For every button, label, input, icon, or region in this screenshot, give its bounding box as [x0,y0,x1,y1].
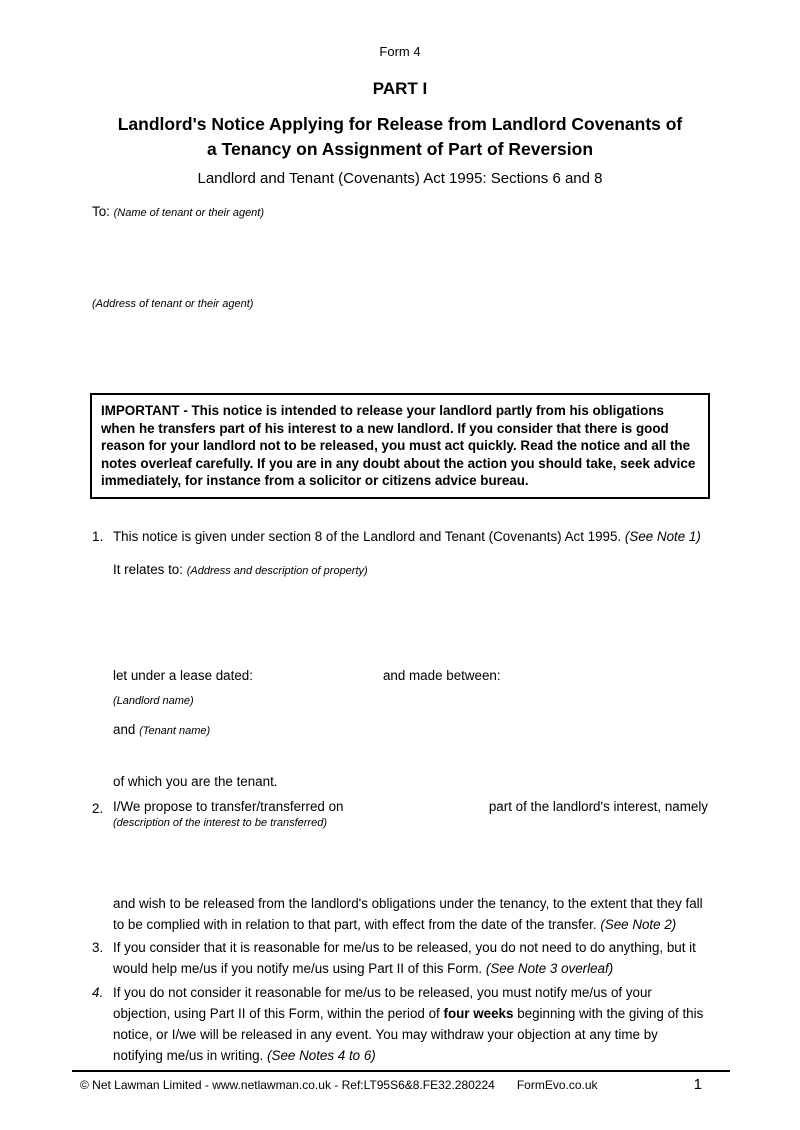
item-1-note: (See Note 1) [624,528,701,544]
item-4-text-after: beginning with the giving of this notice, or I/we will be released in any event. You may withdraw your objection at any time by notifying me/us in writing. [113,1005,704,1063]
item-2-note: (See Note 2) [600,916,677,932]
item-1-text-line [113,526,708,547]
item-1-text: This notice is given under section 8 of the Landlord and Tenant (Covenants) Act 1995. [113,528,622,544]
relates-line [113,559,708,580]
footer-brand: FormEvo.co.uk [516,1078,598,1092]
tenant-name2-hint: (Tenant name) [139,724,211,737]
page-footer [72,1070,730,1093]
item-2-number: 2. [92,800,104,816]
lease-line [113,665,708,686]
tenant-address-hint: (Address of tenant or their agent) [92,298,254,310]
item-3-number: 3. [92,939,104,955]
transfer-label-right: part of the landlord's interest, namely [488,798,708,814]
item-4-note: (See Notes 4 to 6) [267,1047,376,1063]
tenant-address-field[interactable] [92,311,708,393]
list-item-3 [92,937,708,979]
item-1-closing: of which you are the tenant. [113,773,278,789]
transfer-line [113,798,708,816]
transfer-label-left: I/We propose to transfer/transferred on [113,798,344,814]
list-item-4 [92,982,708,1066]
interest-description-hint: (description of the interest to be transferred) [113,816,327,829]
transfer-date-field[interactable] [344,798,489,816]
important-notice-text: IMPORTANT - This notice is intended to release your landlord partly from his obligations when he transfers part of his interest to a new landlord. If you consider that there is good reason for your landlord not to be released, you must act quickly. Read the notice and all the notes overleaf carefully. If you are in any doubt about the action you should take, seek advice immediately, for instance from a solicitor or citizens advice bureau. [101,403,696,488]
important-notice-box [90,393,710,499]
to-label: To: [92,204,110,219]
act-subtitle: Landlord and Tenant (Covenants) Act 1995: Sections 6 and 8 [197,170,603,187]
footer-copyright: © Net Lawman Limited - www.netlawman.co.uk - Ref:LT95S6&8.FE32.280224 [80,1078,495,1092]
relates-label: It relates to: [113,561,183,577]
tenant-name-hint: (Name of tenant or their agent) [113,207,265,219]
lease-dated-label: let under a lease dated: [113,667,253,683]
part-heading: PART I [372,79,428,98]
document-title [0,112,800,162]
to-line [92,201,708,222]
list-item-1 [92,526,708,792]
item-2-continuation-text: and wish to be released from the landlord's obligations under the tenancy, to the extent that they fall to be complied with in relation to that part, with effect from the date of the transfer. [113,895,703,932]
document-title-line1: Landlord's Notice Applying for Release from Landlord Covenants of [117,114,683,134]
and-label: and [113,721,136,737]
document-title-line2: a Tenancy on Assignment of Part of Reversion [206,139,594,159]
tenant-name2-field[interactable] [113,740,708,771]
made-between-label: and made between: [382,667,501,683]
tenant-name-field[interactable] [92,222,708,297]
interest-description-field[interactable] [113,830,708,893]
item-3-text: If you consider that it is reasonable for me/us to be released, you do not need to do anything, but it would help me/us if you notify me/us using Part II of this Form. [113,939,696,976]
item-4-number: 4. [92,984,104,1000]
landlord-name-hint: (Landlord name) [113,694,194,707]
property-description-field[interactable] [113,580,708,665]
form-number: Form 4 [379,44,421,59]
page-number: 1 [693,1076,702,1093]
property-hint: (Address and description of property) [186,564,368,577]
lease-date-field[interactable] [253,665,383,686]
item-4-bold-period: four weeks [443,1005,514,1021]
item-2-continuation [113,893,708,935]
item-4-text-before: If you do not consider it reasonable for me/us to be released, you must notify me/us of your objection, using Part II of this Form, within the period of [113,984,652,1021]
item-3-note: (See Note 3 overleaf) [485,960,614,976]
item-1-number: 1. [92,528,104,544]
list-item-2 [92,798,708,893]
made-between-field[interactable] [501,665,708,686]
and-tenant-line [113,719,708,740]
